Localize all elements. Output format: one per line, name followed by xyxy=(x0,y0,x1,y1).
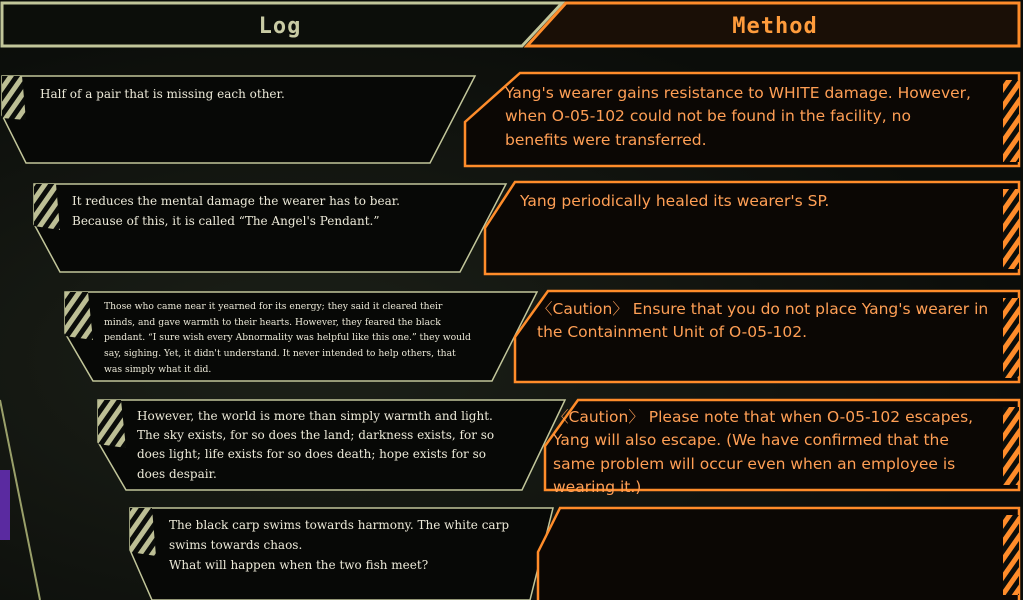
log-text-5: The black carp swims towards harmony. The white carp swims towards chaos. What will happen when the two fish meet? xyxy=(169,518,510,572)
tab-log[interactable] xyxy=(0,6,560,46)
method-box-5 xyxy=(538,508,1019,600)
method-text-1: Yang's wearer gains resistance to WHITE damage. However, when O-05-102 could not be found in the facility, no benefits were transferred. xyxy=(505,84,971,149)
log-text-2: It reduces the mental damage the wearer has to bear. Because of this, it is called “The Angel's Pendant.” xyxy=(72,194,400,228)
method-text-4: 〈Caution〉 Please note that when O-05-102 escapes, Yang will also escape. (We have confirmed that the same problem will occur even when an employee is wearing it.) xyxy=(553,408,974,496)
log-text-4: However, the world is more than simply warmth and light. The sky exists, for so does the land; darkness exists, for so does light; life exists for so does death; hope exists for so does despair. xyxy=(137,409,495,481)
log-text-1: Half of a pair that is missing each other. xyxy=(40,87,285,101)
tab-method[interactable] xyxy=(540,6,1010,46)
tab-log-label: Log xyxy=(258,13,302,39)
method-text-3: 〈Caution〉 Ensure that you do not place Yang's wearer in the Containment Unit of O-05-102. xyxy=(537,300,989,342)
left-edge-line xyxy=(0,400,40,600)
log-text-3: Those who came near it yearned for its energy; they said it cleared their minds, and gave warmth to their hearts. However, they feared the black pendant. “I sure wish every Abnormality was helpful like this one.” they would say, sighing. Yet, it didn't understand. It never intended to help others, that was simply what it did. xyxy=(104,301,471,375)
method-text-2: Yang periodically healed its wearer's SP. xyxy=(520,192,830,210)
tab-method-label: Method xyxy=(732,13,818,39)
